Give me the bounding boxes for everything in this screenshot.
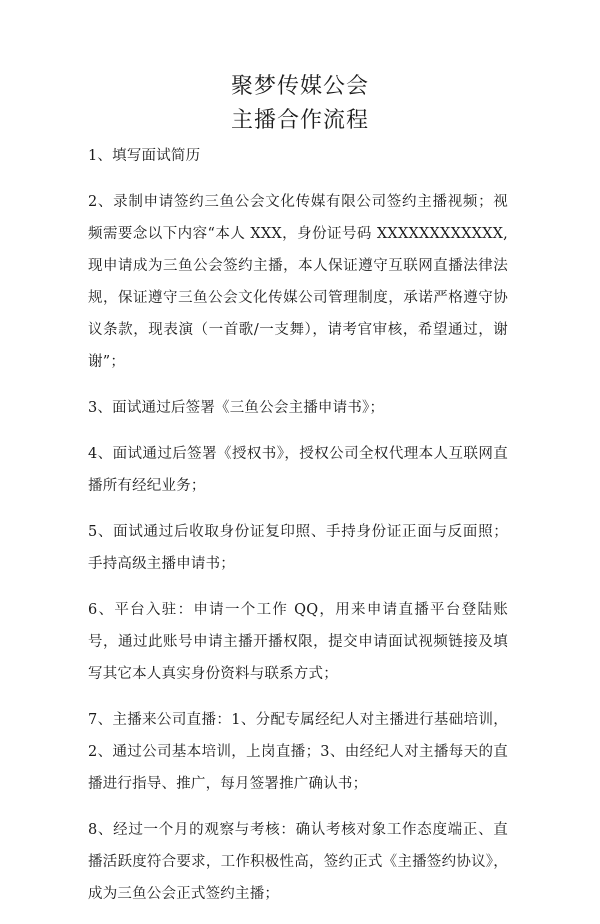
paragraph-step-7: 7、主播来公司直播：1、分配专属经纪人对主播进行基础培训，2、通过公司基本培训，上岗直播；3、由经纪人对主播每天的直播进行指导、推广，每月签署推广确认书； xyxy=(88,712,508,792)
paragraph-step-4: 4、面试通过后签署《授权书》，授权公司全权代理本人互联网直播所有经纪业务； xyxy=(88,446,508,494)
document-title: 聚梦传媒公会 xyxy=(230,74,369,99)
paragraph-step-5: 5、面试通过后收取身份证复印照、手持身份证正面与反面照；手持高级主播申请书； xyxy=(88,524,508,572)
paragraph-step-1: 1、填写面试简历 xyxy=(88,148,201,164)
paragraph-step-8: 8、经过一个月的观察与考核：确认考核对象工作态度端正、直播活跃度符合要求，工作积极性高，签约正式《主播签约协议》，成为三鱼公会正式签约主播； xyxy=(88,822,508,902)
paragraph-step-3: 3、面试通过后签署《三鱼公会主播申请书》； xyxy=(88,400,385,416)
paragraph-step-2: 2、录制申请签约三鱼公会文化传媒有限公司签约主播视频；视频需要念以下内容“本人 XXX，身份证号码 XXXXXXXXXXXX,现申请成为三鱼公会签约主播，本人保证遵守互联网直播法律法规，保证遵守三鱼公会文化传媒公司管理制度，承诺严格遵守协议条款，现表演（一首歌/一支舞），请考官审核，希望通过，谢谢”； xyxy=(88,194,508,370)
document-subtitle: 主播合作流程 xyxy=(230,108,369,133)
paragraph-step-6: 6、平台入驻：申请一个工作 QQ，用来申请直播平台登陆账号，通过此账号申请主播开播权限，提交申请面试视频链接及填写其它本人真实身份资料与联系方式； xyxy=(88,602,508,682)
document-body xyxy=(88,140,508,924)
